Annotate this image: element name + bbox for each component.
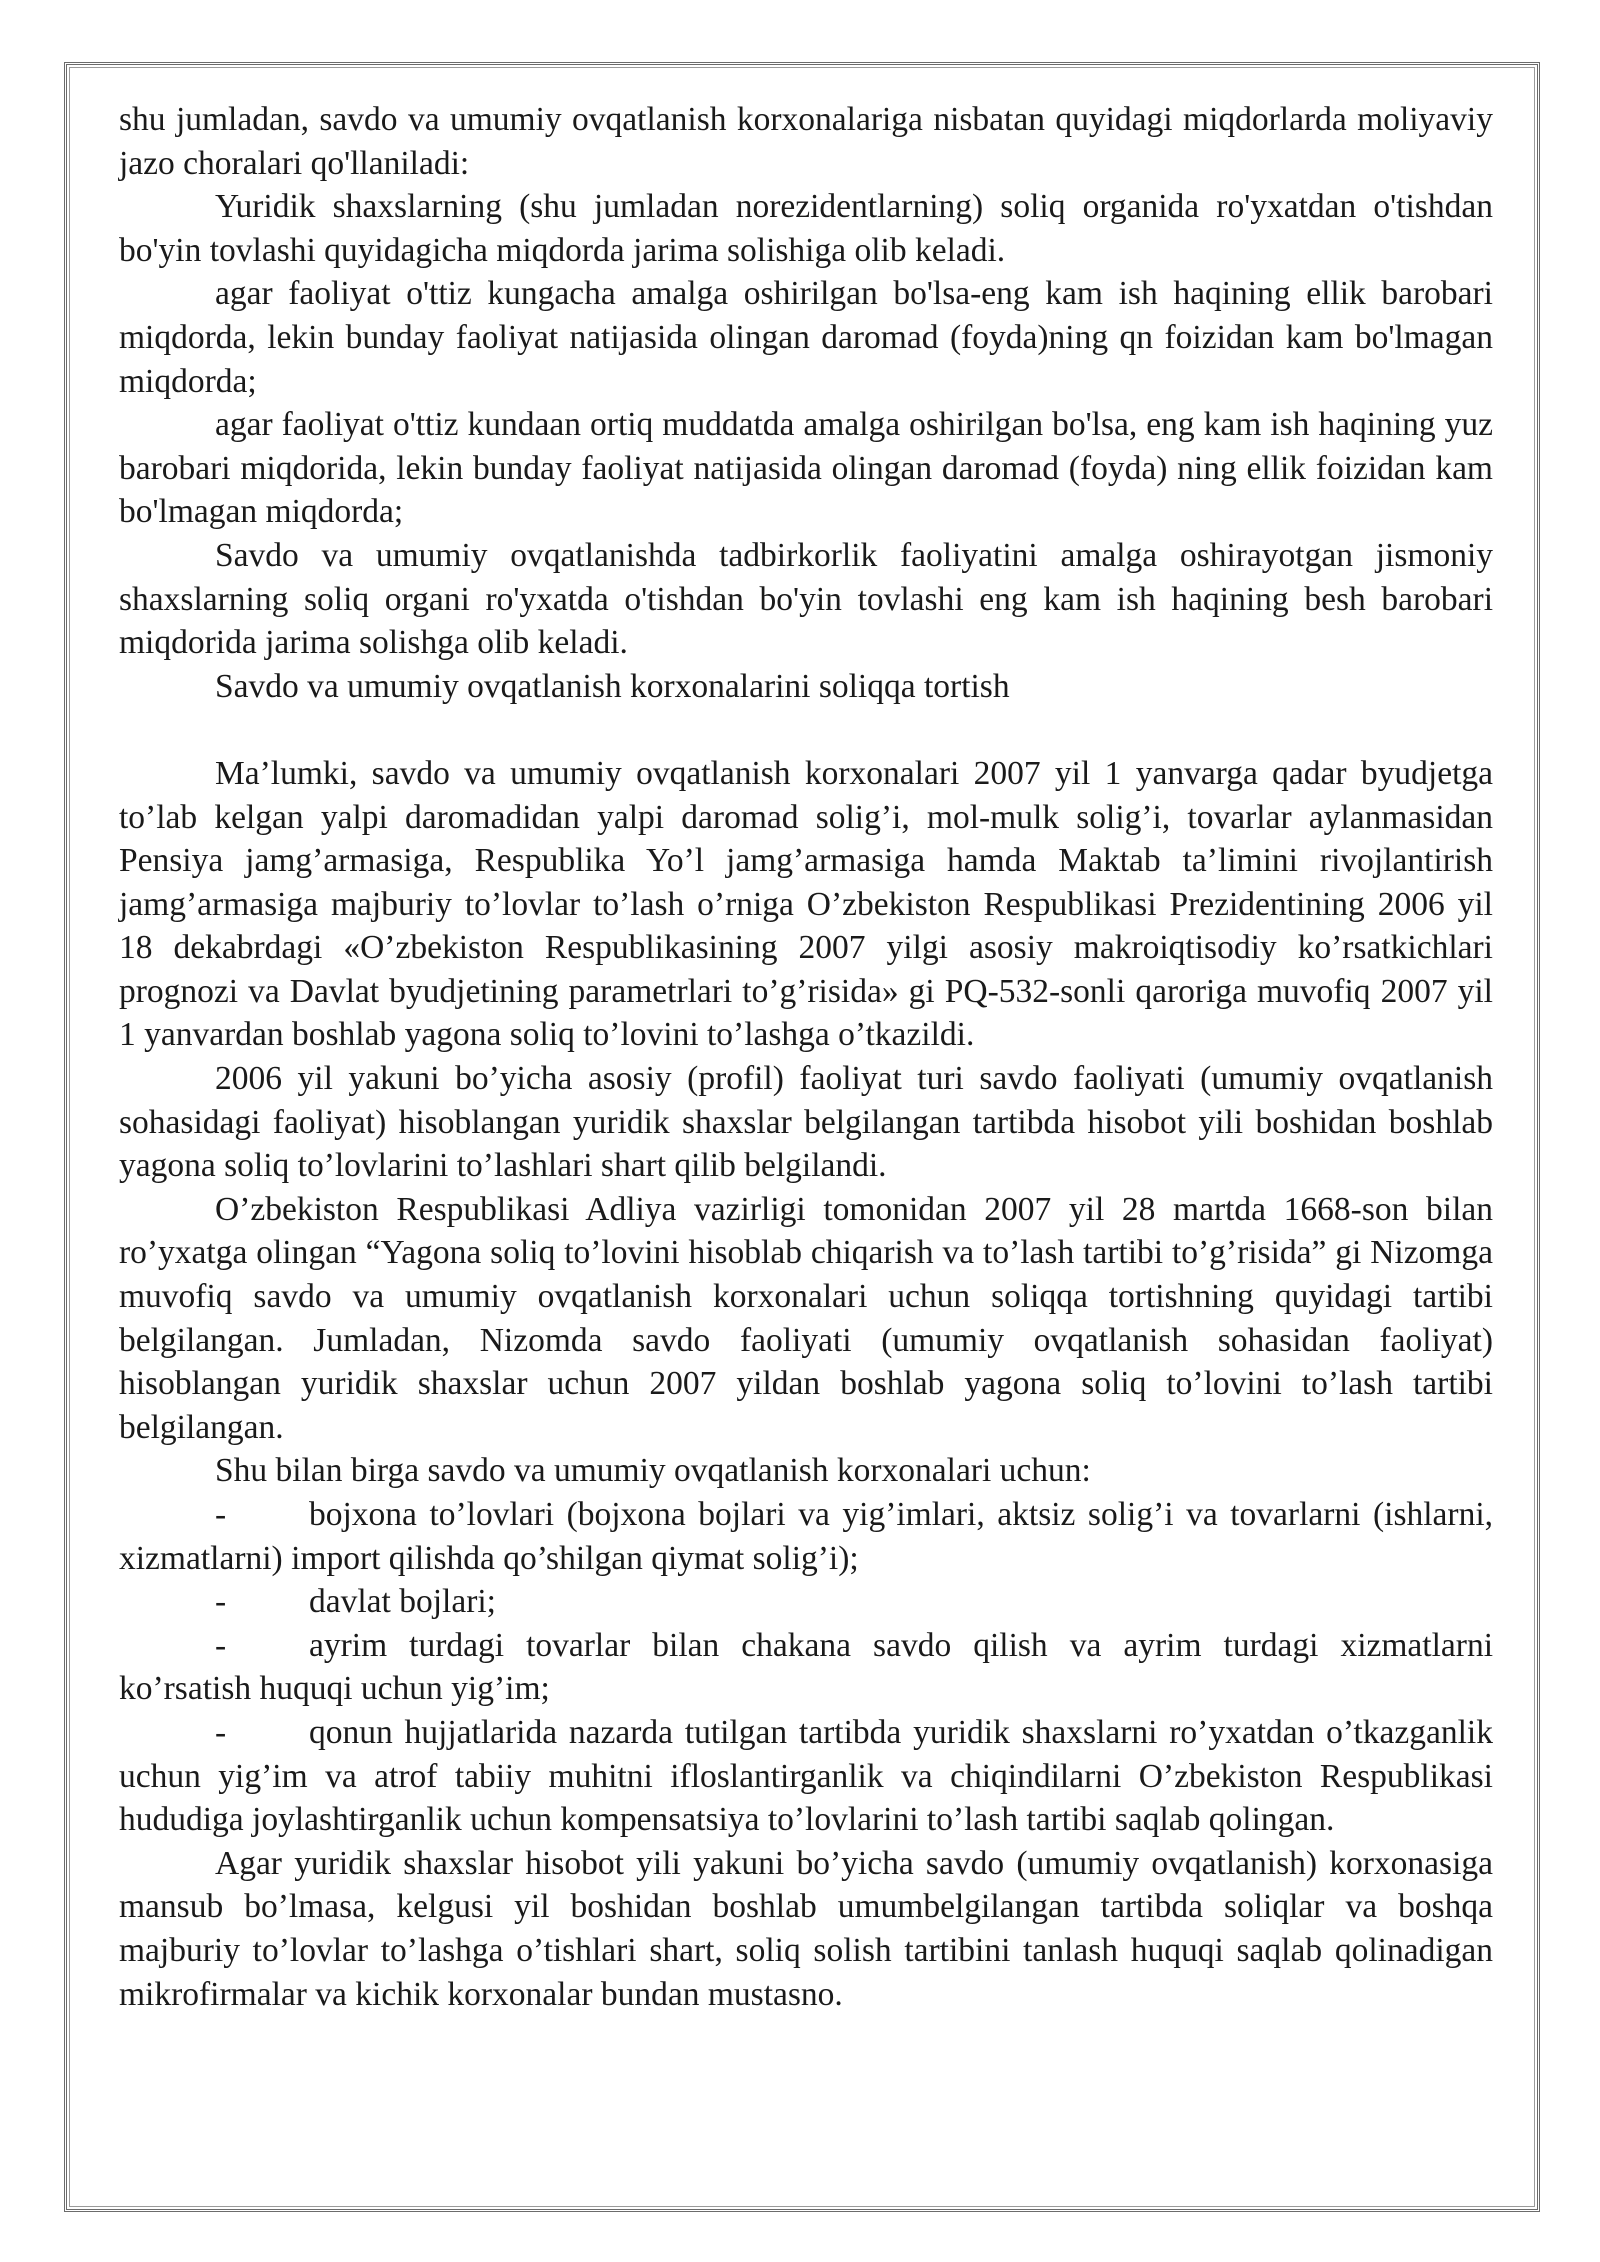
paragraph: agar faoliyat o'ttiz kungacha amalga oshirilgan bo'lsa-eng kam ish haqining ellik barobari miqdorda, lekin bunday faoliyat natijasida olingan daromad (foyda)ning qn foizidan kam bo'lmagan miqdorda; — [119, 275, 1493, 400]
list-item-text: qonun hujjatlarida nazarda tutilgan tartibda yuridik shaxslarni ro’yxatdan o’tkazganlik uchun yig’im va atrof tabiiy muhitni ifloslantirganlik va chiqindilarni O’zbekiston Respublikasi hududiga joylashtirganlik uchun kompensatsiya to’lovlarini to’lash tartibi saqlab qolingan. — [119, 1713, 1493, 1839]
paragraph: Shu bilan birga savdo va umumiy ovqatlanish korxonalari uchun: — [215, 1452, 1091, 1490]
paragraph: Ma’lumki, savdo va umumiy ovqatlanish korxonalari 2007 yil 1 yanvarga qadar byudjetga to’lab kelgan yalpi daromadidan yalpi daromad solig’i, mol-mulk solig’i, tovarlar aylanmasidan Pensiya jamg’armasiga, Respublika Yo’l jamg’armasiga hamda Maktab ta’limini rivojlantirish jamg’armasiga majburiy to’lovlar to’lash o’rniga O’zbekiston Respublikasi Prezidentining 2006 yil 18 dekabrdagi «O’zbekiston Respublikasining 2007 yilgi asosiy makroiqtisodiy ko’rsatkichlari prognozi va Davlat byudjetining parametrlari to’g’risida» gi PQ-532-sonli qaroriga muvofiq 2007 yil 1 yanvardan boshlab yagona soliq to’lovini to’lashga o’tkazildi. — [119, 754, 1493, 1054]
list-item-text: bojxona to’lovlari (bojxona bojlari va yig’imlari, aktsiz solig’i va tovarlarni (ishlarni, xizmatlarni) import qilishda qo’shilgan qiymat solig’i); — [119, 1496, 1493, 1577]
document-body — [119, 98, 1493, 2016]
section-heading: Savdo va umumiy ovqatlanish korxonalarini soliqqa tortish — [215, 667, 1010, 705]
list-item — [119, 1711, 1493, 1842]
list-item-text: davlat bojlari; — [309, 1583, 496, 1621]
list-dash: - — [215, 1626, 227, 1664]
paragraph: 2006 yil yakuni bo’yicha asosiy (profil) faoliyat turi savdo faoliyati (umumiy ovqatlanish sohasidagi faoliyat) hisoblangan yuridik shaxslar belgilangan tartibda hisobot yili boshidan boshlab yagona soliq to’lovlarini to’lashlari shart qilib belgilandi. — [119, 1060, 1493, 1185]
list-dash: - — [215, 1713, 227, 1751]
paragraph: Savdo va umumiy ovqatlanishda tadbirkorlik faoliyatini amalga oshirayotgan jismoniy shaxslarning soliq organi ro'yxatda o'tishdan bo'yin tovlashi eng kam ish haqining besh barobari miqdorida jarima solishga olib keladi. — [119, 536, 1493, 662]
list-dash: - — [215, 1496, 227, 1533]
list-item — [119, 1624, 1493, 1711]
paragraph: agar faoliyat o'ttiz kundaan ortiq muddatda amalga oshirilgan bo'lsa, eng kam ish haqining yuz barobari miqdorida, lekin bunday faoliyat natijasida olingan daromad (foyda) ning ellik foizidan kam bo'lmagan miqdorda; — [119, 406, 1493, 531]
list-item — [119, 1580, 1493, 1624]
paragraph: shu jumladan, savdo va umumiy ovqatlanish korxonalariga nisbatan quyidagi miqdorlarda moliyaviy jazo choralari qo'llaniladi: — [119, 101, 1493, 182]
list-item — [119, 1493, 1493, 1580]
list-item-text: ayrim turdagi tovarlar bilan chakana savdo qilish va ayrim turdagi xizmatlarni ko’rsatish huquqi uchun yig’im; — [119, 1626, 1493, 1708]
paragraph: O’zbekiston Respublikasi Adliya vazirligi tomonidan 2007 yil 28 martda 1668-son bilan ro’yxatga olingan “Yagona soliq to’lovini hisoblab chiqarish va to’lash tartibi to’g’risida” gi Nizomga muvofiq savdo va umumiy ovqatlanish korxonalari uchun soliqqa tortishning quyidagi tartibi belgilangan. Jumladan, Nizomda savdo faoliyati (umumiy ovqatlanish sohasidan faoliyat) hisoblangan yuridik shaxslar uchun 2007 yildan boshlab yagona soliq to’lovini to’lash tartibi belgilangan. — [119, 1190, 1493, 1446]
list-dash: - — [215, 1583, 227, 1621]
paragraph: Agar yuridik shaxslar hisobot yili yakuni bo’yicha savdo (umumiy ovqatlanish) korxonasiga mansub bo’lmasa, kelgusi yil boshidan boshlab umumbelgilangan tartibda soliqlar va boshqa majburiy to’lovlar to’lashga o’tishlari shart, soliq solish tartibini tanlash huquqi saqlab qolinadigan mikrofirmalar va kichik korxonalar bundan mustasno. — [119, 1844, 1493, 2013]
paragraph: Yuridik shaxslarning (shu jumladan norezidentlarning) soliq organida ro'yxatdan o'tishdan bo'yin tovlashi quyidagicha miqdorda jarima solishiga olib keladi. — [119, 188, 1493, 269]
